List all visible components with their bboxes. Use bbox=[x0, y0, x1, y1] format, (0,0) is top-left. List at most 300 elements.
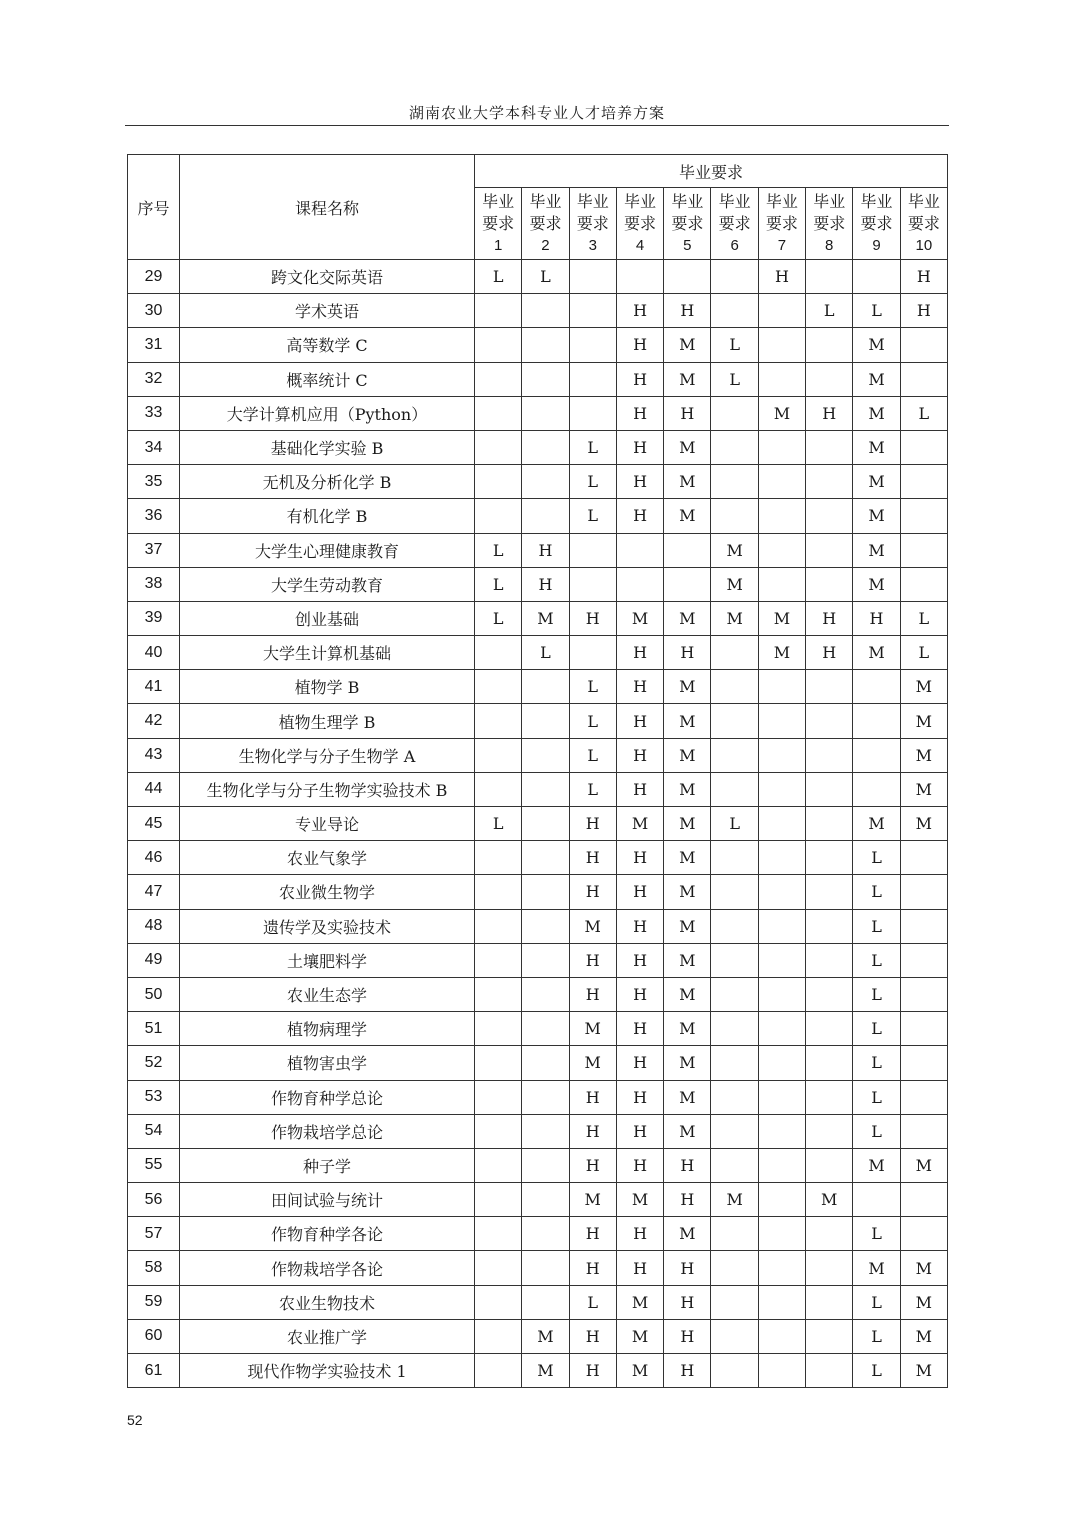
requirement-mark-9: M bbox=[853, 499, 900, 533]
requirement-mark-8 bbox=[806, 1251, 853, 1285]
requirement-mark-7 bbox=[758, 430, 805, 464]
requirement-mark-3: H bbox=[569, 1080, 616, 1114]
requirement-mark-8: H bbox=[806, 396, 853, 430]
requirement-mark-6: M bbox=[711, 1183, 758, 1217]
course-name: 大学计算机应用（Python） bbox=[180, 396, 475, 430]
row-number: 56 bbox=[128, 1183, 180, 1217]
requirement-mark-9 bbox=[853, 260, 900, 294]
requirement-mark-7: M bbox=[758, 601, 805, 635]
requirement-mark-5: H bbox=[664, 1319, 711, 1353]
requirement-mark-7: M bbox=[758, 636, 805, 670]
table-row bbox=[128, 943, 948, 977]
requirement-mark-9: M bbox=[853, 430, 900, 464]
requirement-mark-5: H bbox=[664, 1251, 711, 1285]
column-header-requirement-1 bbox=[475, 188, 522, 260]
requirement-mark-4: H bbox=[616, 294, 663, 328]
requirement-mark-4: H bbox=[616, 1114, 663, 1148]
row-number: 51 bbox=[128, 1012, 180, 1046]
table-row bbox=[128, 875, 948, 909]
requirement-mark-7 bbox=[758, 1251, 805, 1285]
requirement-mark-1: L bbox=[475, 567, 522, 601]
requirement-mark-8 bbox=[806, 1354, 853, 1388]
row-number: 61 bbox=[128, 1354, 180, 1388]
requirement-mark-2 bbox=[522, 909, 569, 943]
requirement-mark-2: M bbox=[522, 1354, 569, 1388]
requirement-mark-2 bbox=[522, 1183, 569, 1217]
requirement-mark-9: M bbox=[853, 533, 900, 567]
requirement-mark-1 bbox=[475, 430, 522, 464]
requirement-mark-5: M bbox=[664, 738, 711, 772]
course-name: 植物学 B bbox=[180, 670, 475, 704]
requirement-mark-1 bbox=[475, 499, 522, 533]
requirement-mark-2 bbox=[522, 396, 569, 430]
requirement-mark-5: M bbox=[664, 362, 711, 396]
requirement-mark-1 bbox=[475, 943, 522, 977]
requirement-mark-7 bbox=[758, 875, 805, 909]
requirement-mark-7 bbox=[758, 499, 805, 533]
requirement-mark-1 bbox=[475, 704, 522, 738]
requirement-mark-7 bbox=[758, 1217, 805, 1251]
column-header-requirement-9 bbox=[853, 188, 900, 260]
requirement-mark-1 bbox=[475, 1251, 522, 1285]
requirement-mark-7 bbox=[758, 567, 805, 601]
requirement-header-line1: 毕业 bbox=[529, 191, 562, 211]
course-name: 田间试验与统计 bbox=[180, 1183, 475, 1217]
requirement-mark-6: M bbox=[711, 601, 758, 635]
requirement-mark-5: H bbox=[664, 1285, 711, 1319]
requirement-mark-8 bbox=[806, 567, 853, 601]
requirement-mark-7 bbox=[758, 1046, 805, 1080]
course-name: 专业导论 bbox=[180, 807, 475, 841]
requirement-mark-3: H bbox=[569, 1354, 616, 1388]
requirement-mark-1 bbox=[475, 636, 522, 670]
requirement-mark-8 bbox=[806, 807, 853, 841]
row-number: 48 bbox=[128, 909, 180, 943]
requirement-mark-8 bbox=[806, 1217, 853, 1251]
requirement-mark-1 bbox=[475, 1114, 522, 1148]
requirement-header-line2: 要求 bbox=[482, 213, 515, 233]
requirement-mark-5: H bbox=[664, 396, 711, 430]
table-row bbox=[128, 499, 948, 533]
requirement-mark-7 bbox=[758, 465, 805, 499]
requirement-mark-10 bbox=[900, 875, 947, 909]
requirement-mark-10: M bbox=[900, 1251, 947, 1285]
requirement-mark-10 bbox=[900, 943, 947, 977]
requirement-mark-9: L bbox=[853, 1114, 900, 1148]
requirement-mark-2 bbox=[522, 1217, 569, 1251]
requirement-mark-4: H bbox=[616, 875, 663, 909]
requirement-mark-5: M bbox=[664, 670, 711, 704]
table-row bbox=[128, 1354, 948, 1388]
requirement-header-num: 5 bbox=[683, 236, 692, 254]
requirement-mark-5: M bbox=[664, 875, 711, 909]
table-row bbox=[128, 1217, 948, 1251]
requirement-mark-1 bbox=[475, 1046, 522, 1080]
requirement-mark-3 bbox=[569, 260, 616, 294]
page-header-title: 湖南农业大学本科专业人才培养方案 bbox=[408, 104, 665, 122]
row-number: 57 bbox=[128, 1217, 180, 1251]
requirement-mark-10 bbox=[900, 430, 947, 464]
row-number: 42 bbox=[128, 704, 180, 738]
requirement-mark-8 bbox=[806, 1285, 853, 1319]
requirement-mark-1: L bbox=[475, 807, 522, 841]
table-row bbox=[128, 362, 948, 396]
requirement-mark-4: H bbox=[616, 670, 663, 704]
requirement-mark-9 bbox=[853, 772, 900, 806]
requirement-mark-7 bbox=[758, 1354, 805, 1388]
requirement-mark-5: H bbox=[664, 294, 711, 328]
requirement-mark-3: H bbox=[569, 1217, 616, 1251]
column-header-requirement-10 bbox=[900, 188, 947, 260]
requirement-mark-3: H bbox=[569, 807, 616, 841]
requirement-mark-3: M bbox=[569, 1012, 616, 1046]
requirement-mark-7 bbox=[758, 841, 805, 875]
course-name: 农业推广学 bbox=[180, 1319, 475, 1353]
requirement-mark-5: M bbox=[664, 1012, 711, 1046]
requirement-mark-5: H bbox=[664, 1354, 711, 1388]
requirement-mark-10: M bbox=[900, 1148, 947, 1182]
row-number: 30 bbox=[128, 294, 180, 328]
requirement-mark-4: H bbox=[616, 362, 663, 396]
row-number: 45 bbox=[128, 807, 180, 841]
requirement-mark-2 bbox=[522, 977, 569, 1011]
course-name: 创业基础 bbox=[180, 601, 475, 635]
row-number: 55 bbox=[128, 1148, 180, 1182]
requirement-mark-9: L bbox=[853, 1319, 900, 1353]
column-header-course-name: 课程名称 bbox=[180, 155, 475, 260]
requirement-mark-1 bbox=[475, 738, 522, 772]
requirement-mark-9: L bbox=[853, 294, 900, 328]
requirement-mark-8: M bbox=[806, 1183, 853, 1217]
column-header-number: 序号 bbox=[128, 155, 180, 260]
requirement-mark-2 bbox=[522, 1148, 569, 1182]
requirement-header-line2: 要求 bbox=[529, 213, 562, 233]
requirement-mark-9: L bbox=[853, 1217, 900, 1251]
requirement-mark-4: M bbox=[616, 807, 663, 841]
requirement-mark-8 bbox=[806, 943, 853, 977]
course-name: 农业微生物学 bbox=[180, 875, 475, 909]
requirement-header-line1: 毕业 bbox=[576, 191, 609, 211]
requirement-mark-8 bbox=[806, 1319, 853, 1353]
requirement-mark-1 bbox=[475, 1217, 522, 1251]
requirement-mark-9: M bbox=[853, 636, 900, 670]
requirement-mark-6 bbox=[711, 875, 758, 909]
requirement-header-line1: 毕业 bbox=[765, 191, 798, 211]
course-name: 无机及分析化学 B bbox=[180, 465, 475, 499]
course-name: 生物化学与分子生物学实验技术 B bbox=[180, 772, 475, 806]
requirement-mark-3: M bbox=[569, 1046, 616, 1080]
requirement-mark-10: M bbox=[900, 704, 947, 738]
requirement-mark-3: M bbox=[569, 1183, 616, 1217]
requirement-mark-7 bbox=[758, 362, 805, 396]
requirement-mark-5: H bbox=[664, 1183, 711, 1217]
requirement-mark-3: L bbox=[569, 704, 616, 738]
row-number: 44 bbox=[128, 772, 180, 806]
requirement-mark-7 bbox=[758, 670, 805, 704]
requirement-mark-5: M bbox=[664, 1046, 711, 1080]
requirement-mark-1 bbox=[475, 1148, 522, 1182]
requirement-mark-5 bbox=[664, 260, 711, 294]
requirement-mark-6 bbox=[711, 1148, 758, 1182]
requirement-mark-6 bbox=[711, 1354, 758, 1388]
requirement-mark-5: M bbox=[664, 1080, 711, 1114]
requirement-mark-1 bbox=[475, 362, 522, 396]
row-number: 32 bbox=[128, 362, 180, 396]
table-row bbox=[128, 636, 948, 670]
requirement-mark-10: H bbox=[900, 294, 947, 328]
requirement-mark-9: M bbox=[853, 465, 900, 499]
requirement-mark-4: M bbox=[616, 1183, 663, 1217]
requirement-mark-3: L bbox=[569, 772, 616, 806]
requirement-mark-6 bbox=[711, 1285, 758, 1319]
requirement-mark-10: M bbox=[900, 1354, 947, 1388]
requirement-mark-7 bbox=[758, 977, 805, 1011]
course-name: 植物害虫学 bbox=[180, 1046, 475, 1080]
requirement-mark-3: L bbox=[569, 430, 616, 464]
requirement-mark-9 bbox=[853, 704, 900, 738]
requirement-mark-10: H bbox=[900, 260, 947, 294]
requirement-mark-9 bbox=[853, 738, 900, 772]
table-row bbox=[128, 1046, 948, 1080]
requirement-mark-10: L bbox=[900, 636, 947, 670]
requirement-mark-1 bbox=[475, 1354, 522, 1388]
requirement-mark-9 bbox=[853, 1183, 900, 1217]
course-name: 作物栽培学总论 bbox=[180, 1114, 475, 1148]
requirements-matrix-table bbox=[127, 154, 948, 1388]
table-row bbox=[128, 567, 948, 601]
requirement-mark-5: M bbox=[664, 1114, 711, 1148]
requirement-mark-5: M bbox=[664, 704, 711, 738]
requirement-mark-5: M bbox=[664, 328, 711, 362]
requirement-mark-5: M bbox=[664, 601, 711, 635]
requirement-header-line1: 毕业 bbox=[718, 191, 751, 211]
requirement-mark-6 bbox=[711, 1046, 758, 1080]
course-name: 作物栽培学各论 bbox=[180, 1251, 475, 1285]
requirement-mark-9: M bbox=[853, 362, 900, 396]
table-row bbox=[128, 670, 948, 704]
row-number: 36 bbox=[128, 499, 180, 533]
course-name: 农业生物技术 bbox=[180, 1285, 475, 1319]
requirement-header-line2: 要求 bbox=[671, 213, 704, 233]
requirement-mark-5: M bbox=[664, 841, 711, 875]
row-number: 35 bbox=[128, 465, 180, 499]
requirement-mark-3: L bbox=[569, 465, 616, 499]
row-number: 38 bbox=[128, 567, 180, 601]
table-row bbox=[128, 465, 948, 499]
table-row bbox=[128, 533, 948, 567]
requirement-mark-4: M bbox=[616, 1319, 663, 1353]
row-number: 34 bbox=[128, 430, 180, 464]
requirement-mark-4: M bbox=[616, 1354, 663, 1388]
requirement-mark-5: M bbox=[664, 430, 711, 464]
requirement-mark-2: H bbox=[522, 533, 569, 567]
requirement-mark-6 bbox=[711, 260, 758, 294]
requirement-mark-2 bbox=[522, 362, 569, 396]
requirement-mark-4: H bbox=[616, 1148, 663, 1182]
requirement-mark-3: H bbox=[569, 875, 616, 909]
requirement-mark-2 bbox=[522, 841, 569, 875]
table-row bbox=[128, 1012, 948, 1046]
requirement-mark-8 bbox=[806, 977, 853, 1011]
requirement-mark-2 bbox=[522, 328, 569, 362]
course-name: 土壤肥料学 bbox=[180, 943, 475, 977]
requirement-mark-10: M bbox=[900, 1319, 947, 1353]
requirement-mark-4: H bbox=[616, 772, 663, 806]
course-name: 生物化学与分子生物学 A bbox=[180, 738, 475, 772]
requirement-mark-3 bbox=[569, 294, 616, 328]
course-name: 高等数学 C bbox=[180, 328, 475, 362]
requirement-mark-1 bbox=[475, 909, 522, 943]
column-header-requirement-4 bbox=[616, 188, 663, 260]
requirement-mark-6 bbox=[711, 499, 758, 533]
requirement-mark-9: M bbox=[853, 396, 900, 430]
requirement-mark-4: M bbox=[616, 601, 663, 635]
requirement-mark-4: H bbox=[616, 328, 663, 362]
column-header-requirement-3 bbox=[569, 188, 616, 260]
requirement-mark-9: M bbox=[853, 567, 900, 601]
requirement-mark-9: M bbox=[853, 807, 900, 841]
requirement-mark-7 bbox=[758, 533, 805, 567]
requirement-mark-8 bbox=[806, 465, 853, 499]
requirement-mark-2 bbox=[522, 704, 569, 738]
requirement-mark-4 bbox=[616, 567, 663, 601]
requirement-mark-6 bbox=[711, 1080, 758, 1114]
requirement-mark-2 bbox=[522, 499, 569, 533]
requirement-mark-10: M bbox=[900, 1285, 947, 1319]
requirement-mark-5 bbox=[664, 533, 711, 567]
requirement-mark-2 bbox=[522, 1251, 569, 1285]
requirement-mark-10 bbox=[900, 533, 947, 567]
requirement-mark-4 bbox=[616, 260, 663, 294]
requirement-mark-8: L bbox=[806, 294, 853, 328]
requirement-mark-5: M bbox=[664, 807, 711, 841]
requirement-mark-2: M bbox=[522, 601, 569, 635]
course-name: 大学生劳动教育 bbox=[180, 567, 475, 601]
requirement-mark-2 bbox=[522, 1012, 569, 1046]
page-number: 52 bbox=[127, 1412, 143, 1428]
row-number: 50 bbox=[128, 977, 180, 1011]
requirement-header-line1: 毕业 bbox=[624, 191, 657, 211]
column-header-requirement-8 bbox=[806, 188, 853, 260]
requirement-mark-10 bbox=[900, 1080, 947, 1114]
requirement-mark-4: H bbox=[616, 704, 663, 738]
requirement-mark-4: H bbox=[616, 977, 663, 1011]
column-group-graduation-requirements: 毕业要求 bbox=[475, 155, 948, 188]
requirement-mark-10 bbox=[900, 362, 947, 396]
requirement-mark-8 bbox=[806, 1080, 853, 1114]
requirement-mark-6 bbox=[711, 636, 758, 670]
requirement-mark-4: H bbox=[616, 430, 663, 464]
requirement-mark-8 bbox=[806, 499, 853, 533]
requirement-mark-2 bbox=[522, 465, 569, 499]
requirement-mark-1 bbox=[475, 977, 522, 1011]
requirement-mark-8 bbox=[806, 875, 853, 909]
requirement-mark-9: M bbox=[853, 1251, 900, 1285]
requirement-mark-1 bbox=[475, 875, 522, 909]
column-header-requirement-6 bbox=[711, 188, 758, 260]
table-row bbox=[128, 430, 948, 464]
row-number: 47 bbox=[128, 875, 180, 909]
requirement-mark-2 bbox=[522, 430, 569, 464]
requirement-mark-3: L bbox=[569, 670, 616, 704]
requirement-mark-3: H bbox=[569, 1114, 616, 1148]
requirement-mark-6: M bbox=[711, 533, 758, 567]
table-row bbox=[128, 328, 948, 362]
requirement-mark-1 bbox=[475, 841, 522, 875]
requirement-mark-6 bbox=[711, 430, 758, 464]
requirement-mark-5: M bbox=[664, 909, 711, 943]
row-number: 43 bbox=[128, 738, 180, 772]
requirement-mark-6 bbox=[711, 909, 758, 943]
requirement-mark-3 bbox=[569, 328, 616, 362]
requirement-header-num: 10 bbox=[915, 236, 933, 254]
requirement-mark-7: H bbox=[758, 260, 805, 294]
requirement-mark-7 bbox=[758, 294, 805, 328]
requirement-mark-10 bbox=[900, 841, 947, 875]
requirement-mark-1 bbox=[475, 772, 522, 806]
course-name: 跨文化交际英语 bbox=[180, 260, 475, 294]
requirement-mark-9: L bbox=[853, 841, 900, 875]
requirement-mark-8 bbox=[806, 328, 853, 362]
row-number: 52 bbox=[128, 1046, 180, 1080]
requirement-mark-2 bbox=[522, 1114, 569, 1148]
requirement-mark-2 bbox=[522, 943, 569, 977]
requirement-mark-7 bbox=[758, 1148, 805, 1182]
requirement-mark-8 bbox=[806, 738, 853, 772]
requirement-mark-8 bbox=[806, 909, 853, 943]
requirement-mark-3: M bbox=[569, 909, 616, 943]
requirement-mark-6: L bbox=[711, 362, 758, 396]
requirement-mark-7 bbox=[758, 1080, 805, 1114]
requirement-mark-1 bbox=[475, 1285, 522, 1319]
requirement-mark-7 bbox=[758, 1012, 805, 1046]
requirement-mark-10 bbox=[900, 499, 947, 533]
requirement-mark-6 bbox=[711, 396, 758, 430]
requirement-mark-7 bbox=[758, 1319, 805, 1353]
table-row bbox=[128, 1285, 948, 1319]
requirement-mark-10: M bbox=[900, 670, 947, 704]
requirement-mark-1: L bbox=[475, 533, 522, 567]
requirement-header-num: 9 bbox=[872, 236, 881, 254]
requirement-mark-9: L bbox=[853, 1046, 900, 1080]
requirement-mark-6 bbox=[711, 1319, 758, 1353]
row-number: 60 bbox=[128, 1319, 180, 1353]
requirement-mark-1 bbox=[475, 1012, 522, 1046]
requirement-mark-9: L bbox=[853, 1354, 900, 1388]
requirement-mark-4: H bbox=[616, 1080, 663, 1114]
requirement-mark-2 bbox=[522, 1046, 569, 1080]
requirement-mark-8 bbox=[806, 704, 853, 738]
requirement-header-line2: 要求 bbox=[718, 213, 751, 233]
requirement-mark-5: M bbox=[664, 1217, 711, 1251]
requirement-mark-9: L bbox=[853, 875, 900, 909]
requirement-header-line2: 要求 bbox=[813, 213, 846, 233]
requirement-header-line2: 要求 bbox=[576, 213, 609, 233]
requirement-mark-1 bbox=[475, 1080, 522, 1114]
requirement-mark-2: H bbox=[522, 567, 569, 601]
requirement-mark-8 bbox=[806, 1012, 853, 1046]
table-row bbox=[128, 1251, 948, 1285]
requirement-mark-7 bbox=[758, 943, 805, 977]
requirement-mark-2 bbox=[522, 294, 569, 328]
requirement-mark-1 bbox=[475, 328, 522, 362]
table-row bbox=[128, 1080, 948, 1114]
requirement-header-line1: 毕业 bbox=[671, 191, 704, 211]
course-name: 植物生理学 B bbox=[180, 704, 475, 738]
course-name: 作物育种学总论 bbox=[180, 1080, 475, 1114]
requirement-mark-10 bbox=[900, 1012, 947, 1046]
requirement-mark-4: H bbox=[616, 465, 663, 499]
